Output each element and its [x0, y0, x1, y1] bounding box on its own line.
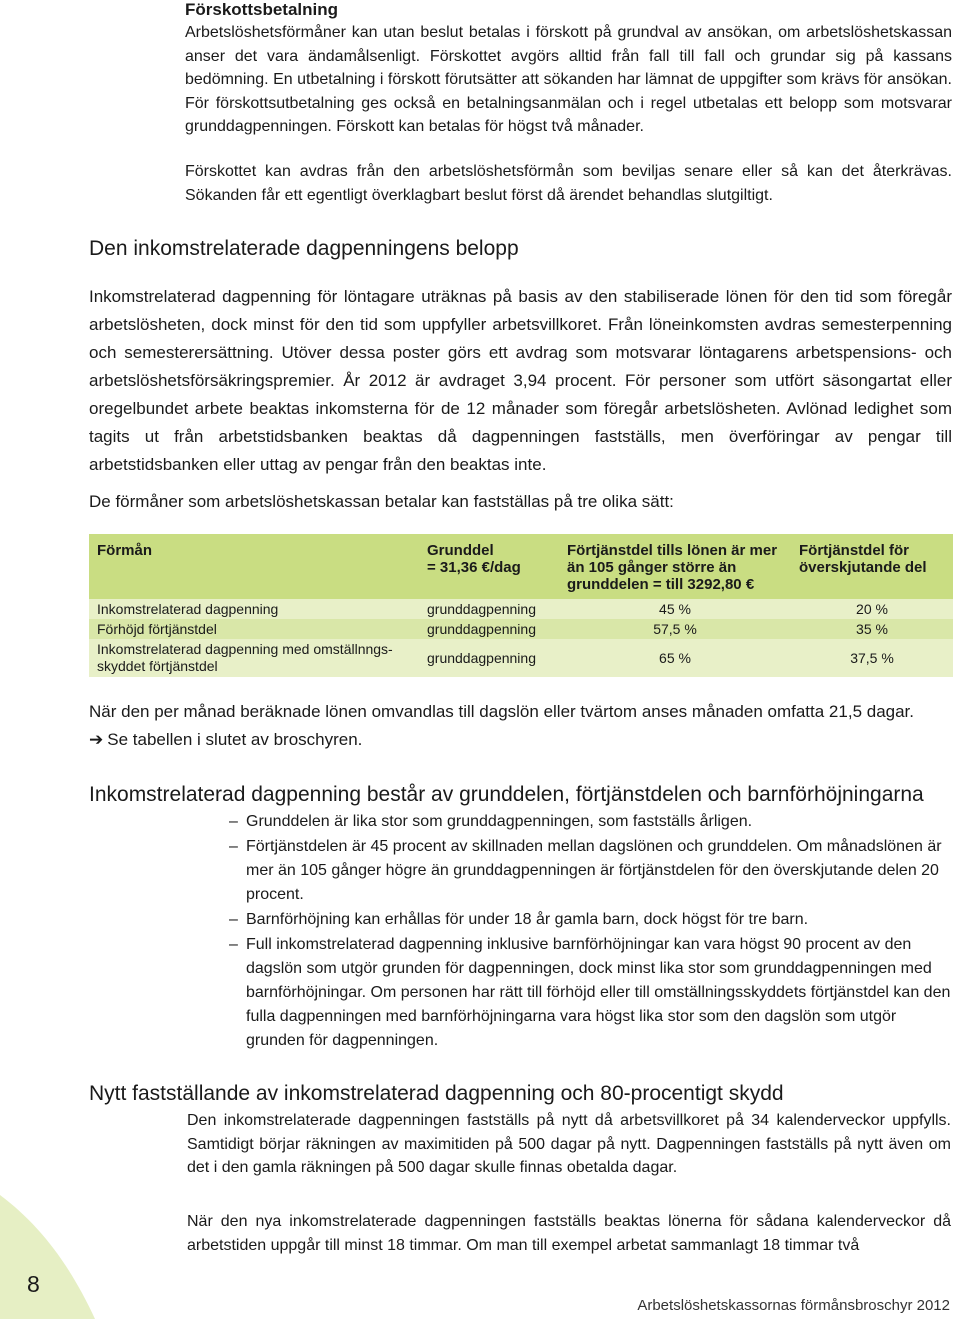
table-row: [89, 619, 953, 639]
arrow-right-icon: ➔: [89, 730, 104, 749]
cell-grunddel: grunddagpenning: [419, 619, 559, 639]
list-item: – Förtjänstdelen är 45 procent av skillnaden mellan dagslönen och grunddelen. Om månadslönen är mer än 105 gånger högre än grunddagpenningen är förtjänstdelen för den överskjutande delen 20 procent.: [229, 835, 951, 907]
header-grunddel: Grunddel = 31,36 €/dag: [419, 534, 559, 599]
cell-fortjanstdel: 57,5 %: [559, 619, 791, 639]
cell-forman: Inkomstrelaterad dagpenning med omställnngs- skyddet förtjänstdel: [89, 639, 419, 677]
section-title-forskott: Förskottsbetalning: [185, 0, 339, 19]
footer-text: Arbetslöshetskassornas förmånsbroschyr 2012: [637, 1297, 950, 1314]
paragraph-nytt-1: Den inkomstrelaterade dagpenningen fastställs på nytt då arbetsvillkoret på 34 kalenderveckor uppfylls. Samtidigt börjar räkningen av maximitiden på 500 dagar på nytt. Dagpenningen fastställs på nytt även om det i den gamla räkningen på 500 dagar skulle finnas obetalda dagar.: [187, 1112, 951, 1176]
list-item: – Grunddelen är lika stor som grunddagpenningen, som fastställs årligen.: [229, 810, 951, 834]
heading-belopp: Den inkomstrelaterade dagpenningens belopp: [89, 237, 519, 260]
header-forman: Förmån: [89, 534, 419, 599]
paragraph-forskott-1: Arbetslöshetsförmåner kan utan beslut betalas i förskott på grundval av ansökan, om arbetslöshetskassan anser det vara ändamålsenligt. Förskottet avgörs alltid från fall till fall och grundar sig på kassans bedömning. En utbetalning i förskott förutsätter att sökanden har lämnat de uppgifter som krävs för ansökan. För förskottsutbetalning ges också en betalningsanmälan och i regel utbetalas ett belopp som motsvarar grunddagpenningen. Förskott kan betalas för högst två månader.: [185, 24, 952, 135]
paragraph-nytt-2: När den nya inkomstrelaterade dagpenningen fastställs beaktas lönerna för sådana kalenderveckor då arbetstiden uppgår till minst 18 timmar. Om man till exempel arbetat sammanlagt 18 timmar två: [187, 1213, 951, 1254]
page-corner-decoration: [0, 1195, 180, 1319]
cell-overskjutande: 20 %: [791, 599, 953, 619]
dash-icon: –: [229, 813, 238, 830]
dash-icon: –: [229, 936, 238, 953]
header-overskjutande: Förtjänstdel för överskjutande del: [791, 534, 953, 599]
cell-forman: Förhöjd förtjänstdel: [89, 619, 419, 639]
dash-icon: –: [229, 838, 238, 855]
dash-icon: –: [229, 911, 238, 928]
page-number: 8: [27, 1271, 40, 1297]
cell-grunddel: grunddagpenning: [419, 639, 559, 677]
header-fortjanstdel: Förtjänstdel tills lönen är mer än 105 gånger större än grunddelen = till 3292,80 €: [559, 534, 791, 599]
heading-nytt-faststallande: Nytt fastställande av inkomstrelaterad dagpenning och 80-procentigt skydd: [89, 1082, 784, 1105]
table-row: [89, 639, 953, 677]
note-see-table-text: Se tabellen i slutet av broschyren.: [107, 730, 363, 749]
table-header-row: [89, 534, 953, 599]
cell-forman: Inkomstrelaterad dagpenning: [89, 599, 419, 619]
cell-overskjutande: 37,5 %: [791, 639, 953, 677]
benefit-table: [89, 534, 953, 677]
paragraph-forskott-2: Förskottet kan avdras från den arbetslöshetsförmån som beviljas senare eller så kan det återkrävas. Sökanden får ett egentligt överklagbart beslut först då ärendet behandlas slutgiltigt.: [185, 163, 952, 204]
cell-fortjanstdel: 65 %: [559, 639, 791, 677]
note-see-table: [89, 726, 362, 754]
table-row: [89, 599, 953, 619]
cell-grunddel: grunddagpenning: [419, 599, 559, 619]
list-item: – Full inkomstrelaterad dagpenning inklusive barnförhöjningar kan vara högst 90 procent av den dagslön som utgör grunden för dagpenningen, dock minst lika stor som grunddagpenningen med barnförhöjningar. Om personen har rätt till förhöjd eller till omställningsskyddets förtjänstdel kan den fulla dagpenningen med barnförhöjningarna vara högst lika stor som den dagslön som utgör grunden för dagpenningen.: [229, 933, 951, 1053]
cell-fortjanstdel: 45 %: [559, 599, 791, 619]
component-list: [229, 810, 951, 1054]
table-lead: De förmåner som arbetslöshetskassan betalar kan fastställas på tre olika sätt:: [89, 492, 674, 511]
paragraph-belopp: Inkomstrelaterad dagpenning för löntagare uträknas på basis av den stabiliserade lönen för den tid som föregår arbetslösheten, dock minst för den tid som uppfyller arbetsvillkoret. Från löneinkomsten avdras semesterpenning och semesterersättning. Utöver dessa poster görs ett avdrag som motsvarar löntagarens arbetspensions- och arbetslöshetsförsäkringspremier. År 2012 är avdraget 3,94 procent. För personer som utfört säsongartat eller oregelbundet arbete beaktas inkomsterna för de 12 månader som föregår arbetslösheten. Avlönad ledighet som tagits ut från arbetstidsbanken beaktas då dagpenningen fastställs, men överföringar av pengar till arbetstidsbanken eller uttag av pengar från den beaktas inte.: [89, 287, 952, 474]
cell-overskjutande: 35 %: [791, 619, 953, 639]
heading-inkomstrelaterad: Inkomstrelaterad dagpenning består av grunddelen, förtjänstdelen och barnförhöjningarna: [89, 783, 924, 806]
note-manad: När den per månad beräknade lönen omvandlas till dagslön eller tvärtom anses månaden omfatta 21,5 dagar.: [89, 702, 915, 721]
list-item: – Barnförhöjning kan erhållas för under 18 år gamla barn, dock högst för tre barn.: [229, 908, 951, 932]
